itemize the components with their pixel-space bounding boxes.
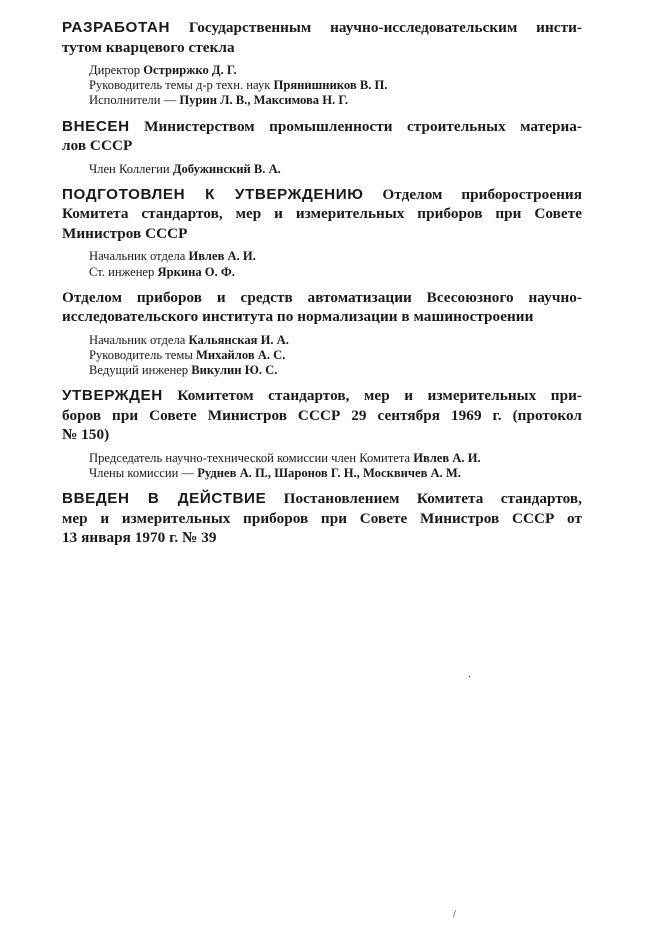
person-row — [89, 265, 582, 280]
document-page — [62, 18, 582, 548]
person-name: Ивлев А. И. — [413, 450, 481, 465]
section-gap — [62, 109, 582, 117]
heading-text: Комитета стандартов, мер и измерительных приборов при Совете — [62, 205, 582, 223]
person-role: Начальник отдела — [89, 249, 186, 264]
people-list — [89, 249, 582, 279]
person-name: Кальянская И. А. — [188, 332, 289, 347]
people-list — [89, 451, 582, 481]
heading-text: лов СССР — [62, 137, 133, 155]
heading-line — [62, 509, 582, 529]
person-row — [89, 451, 582, 466]
heading-text: исследовательского института по нормализации в машиностроении — [62, 308, 534, 326]
people-list — [89, 162, 582, 177]
heading-text: Министерством промышленности строительных материа- — [144, 117, 582, 135]
person-row — [89, 333, 582, 348]
person-row — [89, 348, 582, 363]
person-role: Начальник отдела — [89, 332, 186, 347]
heading-line — [62, 307, 582, 327]
section-1 — [62, 117, 582, 177]
heading-line — [62, 386, 582, 406]
person-row — [89, 93, 582, 108]
heading-line — [62, 224, 582, 244]
person-role: Ст. инженер — [89, 264, 155, 279]
heading-text: тутом кварцевого стекла — [62, 38, 235, 56]
heading-text: Государственным научно-исследовательским инсти- — [188, 19, 582, 36]
person-role: Член Коллегии — [89, 161, 170, 176]
heading-line — [62, 38, 582, 58]
person-row — [89, 363, 582, 378]
section-heading — [62, 288, 582, 327]
heading-line — [62, 117, 582, 137]
section-keyword: РАЗРАБОТАН — [62, 19, 171, 36]
heading-text: Министров СССР — [62, 224, 188, 242]
person-name: Ивлев А. И. — [188, 249, 256, 264]
person-role: Ведущий инженер — [89, 363, 189, 378]
stray-dot-mark: . — [468, 668, 471, 680]
heading-line — [62, 204, 582, 224]
person-row — [89, 249, 582, 264]
heading-text: Комитетом стандартов, мер и измерительных при- — [177, 387, 582, 405]
heading-text: Постановлением Комитета стандартов, — [283, 490, 582, 508]
section-4 — [62, 386, 582, 481]
person-role: Руководитель темы — [89, 347, 193, 362]
person-role: Исполнители — — [89, 93, 177, 108]
section-heading — [62, 489, 582, 548]
people-list — [89, 333, 582, 379]
section-heading — [62, 386, 582, 445]
person-name: Яркина О. Ф. — [157, 264, 235, 279]
heading-text: 13 января 1970 г. № 39 — [62, 529, 217, 547]
section-heading — [62, 185, 582, 244]
section-gap — [62, 280, 582, 288]
section-5 — [62, 489, 582, 548]
heading-line — [62, 425, 582, 445]
person-row — [89, 466, 582, 481]
section-keyword: ПОДГОТОВЛЕН К УТВЕРЖДЕНИЮ — [62, 185, 364, 203]
heading-line — [62, 288, 582, 308]
stray-slash-mark: / — [453, 908, 457, 920]
heading-text: Отделом приборостроения — [382, 185, 582, 203]
heading-line — [62, 406, 582, 426]
section-gap — [62, 177, 582, 185]
section-keyword: УТВЕРЖДЕН — [62, 387, 163, 405]
person-role: Члены комиссии — — [89, 466, 195, 481]
heading-text: боров при Совете Министров СССР 29 сентября 1969 г. (протокол — [62, 406, 582, 424]
section-keyword: ВВЕДЕН В ДЕЙСТВИЕ — [62, 490, 267, 508]
person-row — [89, 63, 582, 78]
heading-text: № 150) — [62, 426, 110, 444]
person-name: Пурин Л. В., Максимова Н. Г. — [179, 93, 349, 108]
heading-line — [62, 185, 582, 205]
heading-line — [62, 528, 582, 548]
section-0 — [62, 18, 582, 109]
person-name: Добужинский В. А. — [172, 161, 281, 176]
person-name: Михайлов А. С. — [195, 347, 286, 362]
person-role: Председатель научно-технической комиссии член Комитета — [89, 450, 411, 465]
section-gap — [62, 481, 582, 489]
person-name: Викулин Ю. С. — [191, 363, 278, 378]
section-2 — [62, 185, 582, 280]
section-gap — [62, 378, 582, 386]
section-keyword: ВНЕСЕН — [62, 117, 130, 135]
heading-line — [62, 18, 582, 38]
section-3 — [62, 288, 582, 379]
heading-line — [62, 136, 582, 156]
person-name: Прянишников В. П. — [273, 78, 388, 93]
heading-text: мер и измерительных приборов при Совете Министров СССР от — [62, 509, 582, 527]
person-role: Директор — [89, 63, 141, 77]
people-list — [89, 63, 582, 109]
person-row — [89, 162, 582, 177]
section-heading — [62, 18, 582, 57]
heading-text: Отделом приборов и средств автоматизации Всесоюзного научно- — [62, 288, 582, 306]
person-name: Руднев А. П., Шаронов Г. Н., Москвичев А. М. — [197, 466, 461, 481]
person-name: Остриржко Д. Г. — [143, 63, 237, 77]
heading-line — [62, 489, 582, 509]
section-heading — [62, 117, 582, 156]
person-role: Руководитель темы д-р техн. наук — [89, 78, 271, 93]
person-row — [89, 78, 582, 93]
